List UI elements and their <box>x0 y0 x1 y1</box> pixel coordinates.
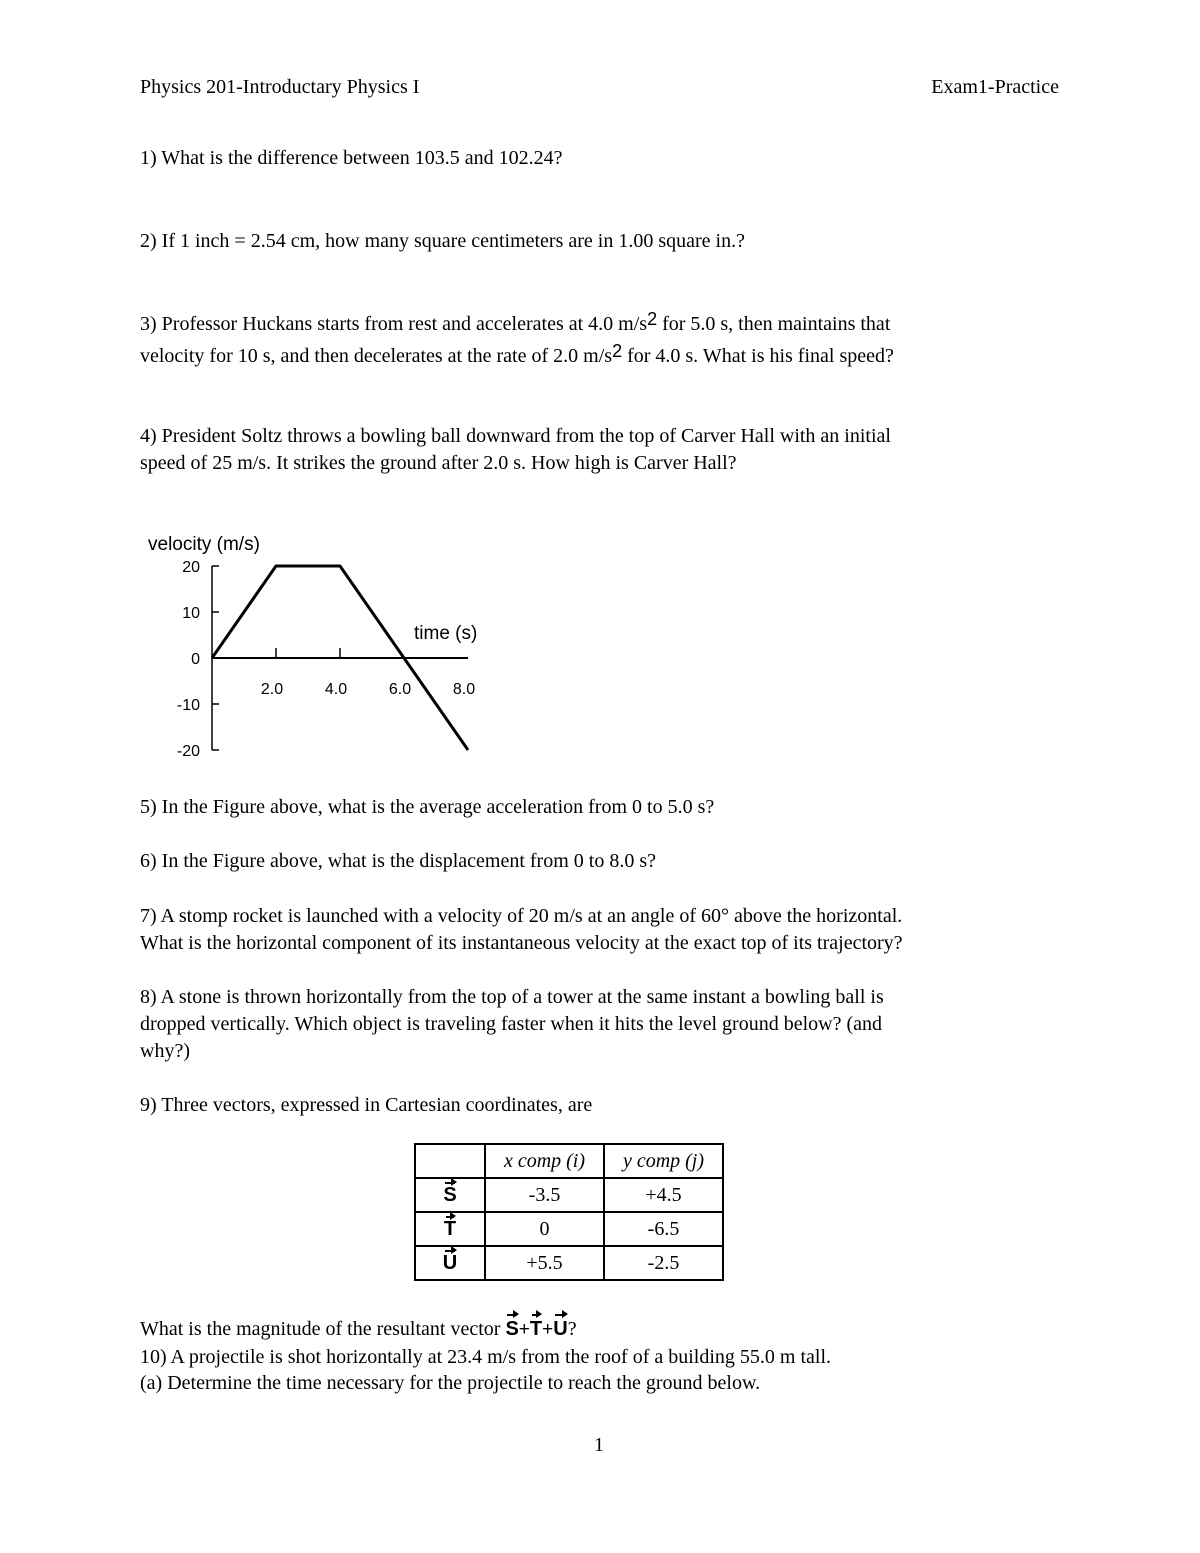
x-value-cell: +5.5 <box>485 1246 604 1280</box>
table-row <box>415 1212 723 1246</box>
vector-s-label: S <box>443 1183 457 1206</box>
question-mark: ? <box>567 1318 577 1340</box>
question-1: 1) What is the difference between 103.5 and 102.24? <box>140 147 563 169</box>
question-3-line-1 <box>140 311 890 337</box>
resultant-t: T <box>529 1318 543 1340</box>
x-tick-label: 2.0 <box>260 681 284 698</box>
vector-u-label: U <box>442 1251 458 1274</box>
q3-text-d: for 4.0 s. What is his final speed? <box>622 345 894 367</box>
y-value-cell: -2.5 <box>604 1246 723 1280</box>
question-9-resultant <box>140 1316 577 1343</box>
plus-sign: + <box>542 1319 554 1340</box>
vector-name-cell <box>415 1178 485 1212</box>
x-axis-label: time (s) <box>414 623 478 644</box>
q3-text-b: for 5.0 s, then maintains that <box>657 313 891 335</box>
table-row <box>415 1178 723 1212</box>
page-number: 1 <box>594 1434 604 1456</box>
y-tick-label: -10 <box>176 697 200 714</box>
plus-sign: + <box>518 1319 530 1340</box>
y-value-cell: -6.5 <box>604 1212 723 1246</box>
x-value-cell: -3.5 <box>485 1178 604 1212</box>
vector-name-cell <box>415 1212 485 1246</box>
q3-text-c: velocity for 10 s, and then decelerates at the rate of 2.0 m/s <box>140 345 613 367</box>
vector-table <box>414 1143 724 1281</box>
header-cell-empty <box>415 1144 485 1178</box>
y-tick-label: 0 <box>191 651 200 668</box>
question-2: 2) If 1 inch = 2.54 cm, how many square centimeters are in 1.00 square in.? <box>140 230 745 252</box>
x-tick-label: 4.0 <box>324 681 348 698</box>
question-4-line-2: speed of 25 m/s. It strikes the ground after 2.0 s. How high is Carver Hall? <box>140 452 737 474</box>
question-7-line-2: What is the horizontal component of its instantaneous velocity at the exact top of its trajectory? <box>140 932 903 954</box>
y-tick-label: 10 <box>182 605 200 622</box>
table-row <box>415 1246 723 1280</box>
q3-text-a: 3) Professor Huckans starts from rest and accelerates at 4.0 m/s <box>140 313 648 335</box>
question-10-part-a: (a) Determine the time necessary for the projectile to reach the ground below. <box>140 1372 761 1394</box>
question-8-line-3: why?) <box>140 1040 190 1062</box>
question-4-line-1: 4) President Soltz throws a bowling ball downward from the top of Carver Hall with an initial <box>140 425 891 447</box>
x-value-cell: 0 <box>485 1212 604 1246</box>
table-header-row <box>415 1144 723 1178</box>
vector-t-label: T <box>443 1217 457 1240</box>
header-course-title: Physics 201-Introductary Physics I <box>140 76 420 98</box>
header-cell-y: y comp (j) <box>604 1144 723 1178</box>
question-5: 5) In the Figure above, what is the average acceleration from 0 to 5.0 s? <box>140 796 715 818</box>
y-axis-label: velocity (m/s) <box>148 534 260 555</box>
resultant-u: U <box>553 1318 568 1340</box>
y-value-cell: +4.5 <box>604 1178 723 1212</box>
y-tick-label: -20 <box>176 743 200 760</box>
y-tick-label: 20 <box>182 559 200 576</box>
question-3-line-2 <box>140 343 894 369</box>
question-10-line-1: 10) A projectile is shot horizontally at 23.4 m/s from the roof of a building 55.0 m tall. <box>140 1346 832 1368</box>
x-ticks <box>261 648 475 698</box>
x-tick-label: 6.0 <box>388 681 412 698</box>
q9-question-text: What is the magnitude of the resultant vector <box>140 1318 506 1340</box>
x-tick-label: 8.0 <box>452 681 476 698</box>
vector-name-cell <box>415 1246 485 1280</box>
question-8-line-2: dropped vertically. Which object is traveling faster when it hits the level ground below? (and <box>140 1013 882 1035</box>
header-cell-x: x comp (i) <box>485 1144 604 1178</box>
q3-superscript: 2 <box>647 309 658 329</box>
resultant-s: S <box>505 1318 519 1340</box>
question-7-line-1: 7) A stomp rocket is launched with a velocity of 20 m/s at an angle of 60° above the horizontal. <box>140 905 903 927</box>
velocity-time-graph <box>140 528 500 768</box>
question-8-line-1: 8) A stone is thrown horizontally from the top of a tower at the same instant a bowling ball is <box>140 986 884 1008</box>
q3-superscript-2: 2 <box>612 341 623 361</box>
header-exam-title: Exam1-Practice <box>931 76 1059 98</box>
question-9-intro: 9) Three vectors, expressed in Cartesian coordinates, are <box>140 1094 593 1116</box>
question-6: 6) In the Figure above, what is the displacement from 0 to 8.0 s? <box>140 850 656 872</box>
